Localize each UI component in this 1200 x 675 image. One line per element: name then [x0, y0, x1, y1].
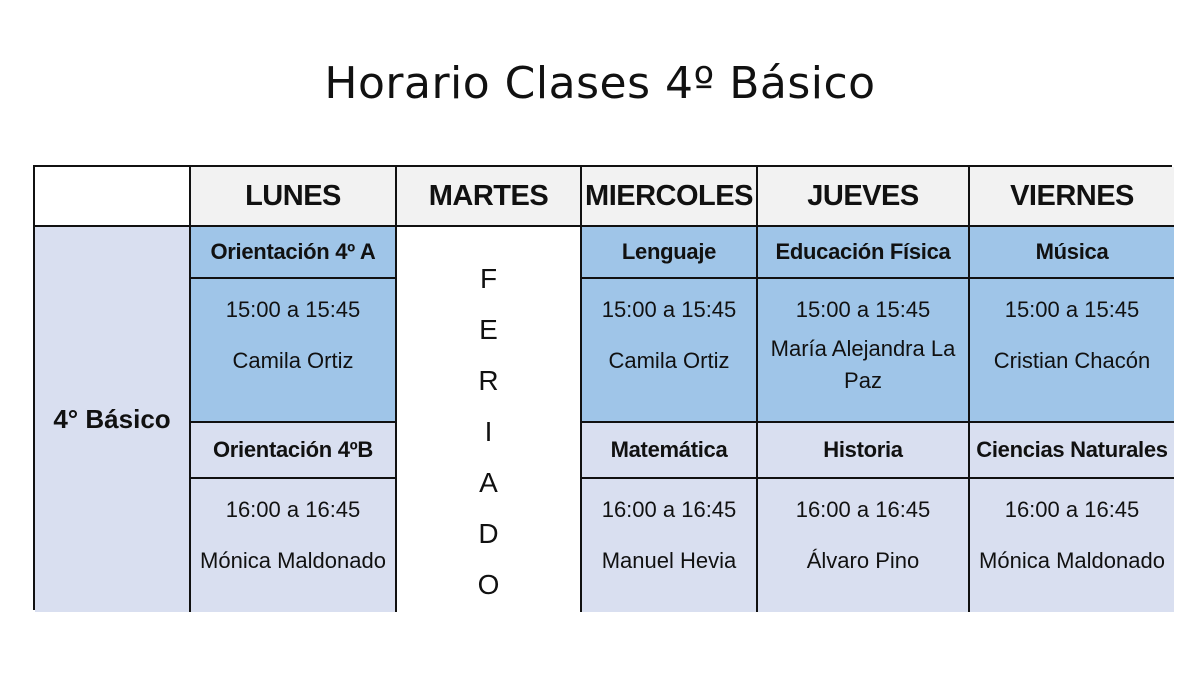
feriado-letter: A: [479, 467, 498, 498]
teacher-name: Manuel Hevia: [601, 548, 737, 573]
feriado-letter: R: [478, 365, 499, 396]
class-time: 15:00 a 15:45: [225, 297, 361, 322]
class-time: 16:00 a 16:45: [225, 497, 361, 522]
feriado-cell: [397, 227, 582, 612]
class-time: 16:00 a 16:45: [601, 497, 737, 522]
class-info-jueves-2: [758, 479, 970, 612]
subject-lunes-2: Orientación 4ºB: [191, 423, 397, 479]
class-time: 15:00 a 15:45: [1004, 297, 1140, 322]
subject-viernes-1: Música: [970, 227, 1174, 279]
class-info-miercoles-2: [582, 479, 758, 612]
feriado-letter: F: [479, 263, 498, 294]
teacher-name: Mónica Maldonado: [200, 548, 386, 573]
class-time: 16:00 a 16:45: [795, 497, 931, 522]
subject-miercoles-1: Lenguaje: [582, 227, 758, 279]
subject-lunes-1: Orientación 4º A: [191, 227, 397, 279]
teacher-name: Mónica Maldonado: [979, 548, 1165, 573]
feriado-letter: E: [479, 314, 498, 345]
header-viernes: VIERNES: [970, 167, 1174, 227]
feriado-letter: D: [478, 518, 499, 549]
teacher-name: María Alejandra La Paz: [770, 336, 956, 393]
corner-cell: [35, 167, 191, 227]
subject-jueves-2: Historia: [758, 423, 970, 479]
class-info-jueves-1: [758, 279, 970, 423]
class-time: 16:00 a 16:45: [1004, 497, 1140, 522]
class-info-miercoles-1: [582, 279, 758, 423]
subject-jueves-1: Educación Física: [758, 227, 970, 279]
class-info-lunes-2: [191, 479, 397, 612]
schedule-table: [33, 165, 1172, 610]
teacher-name: Álvaro Pino: [806, 548, 920, 573]
header-jueves: JUEVES: [758, 167, 970, 227]
teacher-name: Cristian Chacón: [993, 348, 1151, 373]
page-title: Horario Clases 4º Básico: [324, 58, 876, 109]
class-time: 15:00 a 15:45: [601, 297, 737, 322]
class-info-viernes-2: [970, 479, 1174, 612]
feriado-letter: I: [484, 416, 493, 447]
header-lunes: LUNES: [191, 167, 397, 227]
class-info-viernes-1: [970, 279, 1174, 423]
teacher-name: Camila Ortiz: [608, 348, 730, 373]
teacher-name: Camila Ortiz: [232, 348, 354, 373]
subject-miercoles-2: Matemática: [582, 423, 758, 479]
class-info-lunes-1: [191, 279, 397, 423]
header-miercoles: MIERCOLES: [582, 167, 758, 227]
subject-viernes-2: Ciencias Naturales: [970, 423, 1174, 479]
header-martes: MARTES: [397, 167, 582, 227]
class-time: 15:00 a 15:45: [795, 297, 931, 322]
feriado-letter: O: [477, 569, 500, 600]
row-label-4-basico: 4° Básico: [35, 227, 191, 612]
